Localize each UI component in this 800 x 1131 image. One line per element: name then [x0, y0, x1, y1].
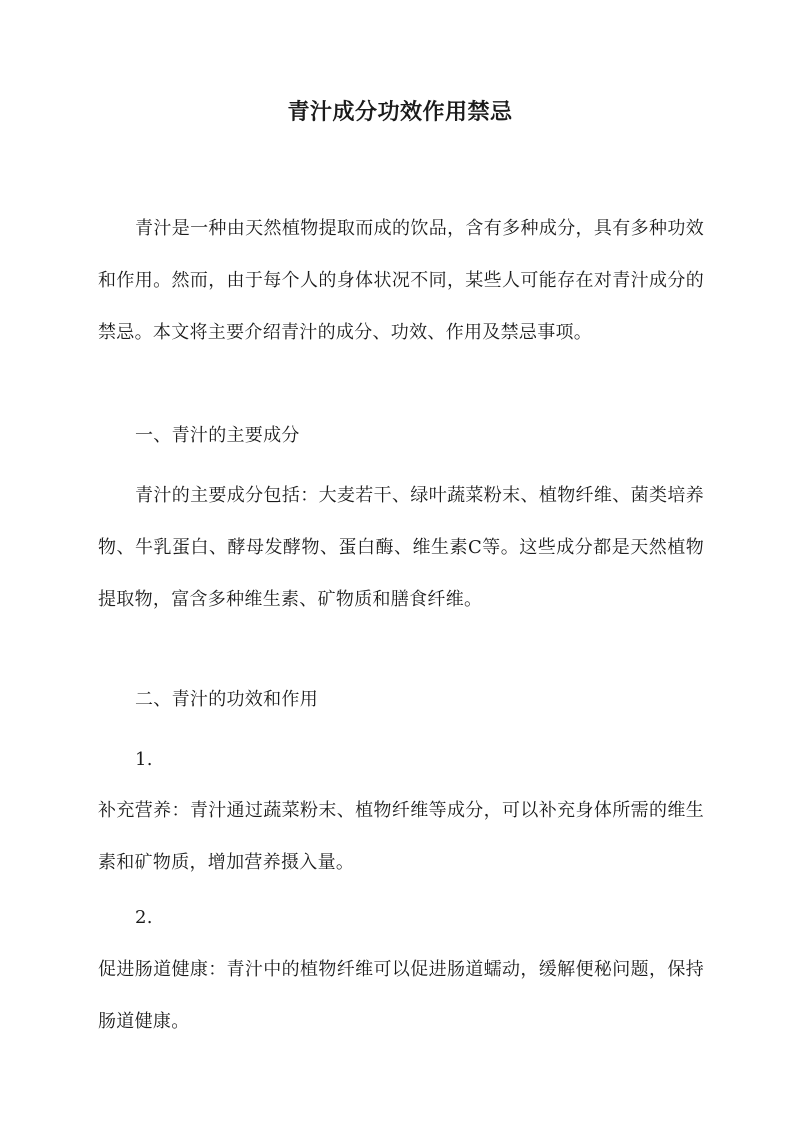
list-item-number: 1.: [135, 749, 153, 770]
list-item-text: 促进肠道健康：青汁中的植物纤维可以促进肠道蠕动，缓解便秘问题，保持肠道健康。: [98, 959, 704, 1032]
ingredients-paragraph: 青汁的主要成分包括：大麦若干、绿叶蔬菜粉末、植物纤维、菌类培养物、牛乳蛋白、酵母发酵物、蛋白酶、维生素C等。这些成分都是天然植物提取物，富含多种维生素、矿物质和膳食纤维。: [98, 485, 704, 610]
intro-paragraph: 青汁是一种由天然植物提取而成的饮品，含有多种成分，具有多种功效和作用。然而，由于每个人的身体状况不同，某些人可能存在对青汁成分的禁忌。本文将主要介绍青汁的成分、功效、作用及禁忌事项。: [98, 218, 704, 343]
list-item-text: 补充营养：青汁通过蔬菜粉末、植物纤维等成分，可以补充身体所需的维生素和矿物质，增加营养摄入量。: [98, 800, 704, 873]
section-heading-ingredients: 一、青汁的主要成分: [135, 425, 300, 446]
list-item-number: 2.: [135, 907, 153, 928]
section-heading-effects: 二、青汁的功效和作用: [135, 689, 318, 710]
document-title: 青汁成分功效作用禁忌: [287, 99, 513, 125]
